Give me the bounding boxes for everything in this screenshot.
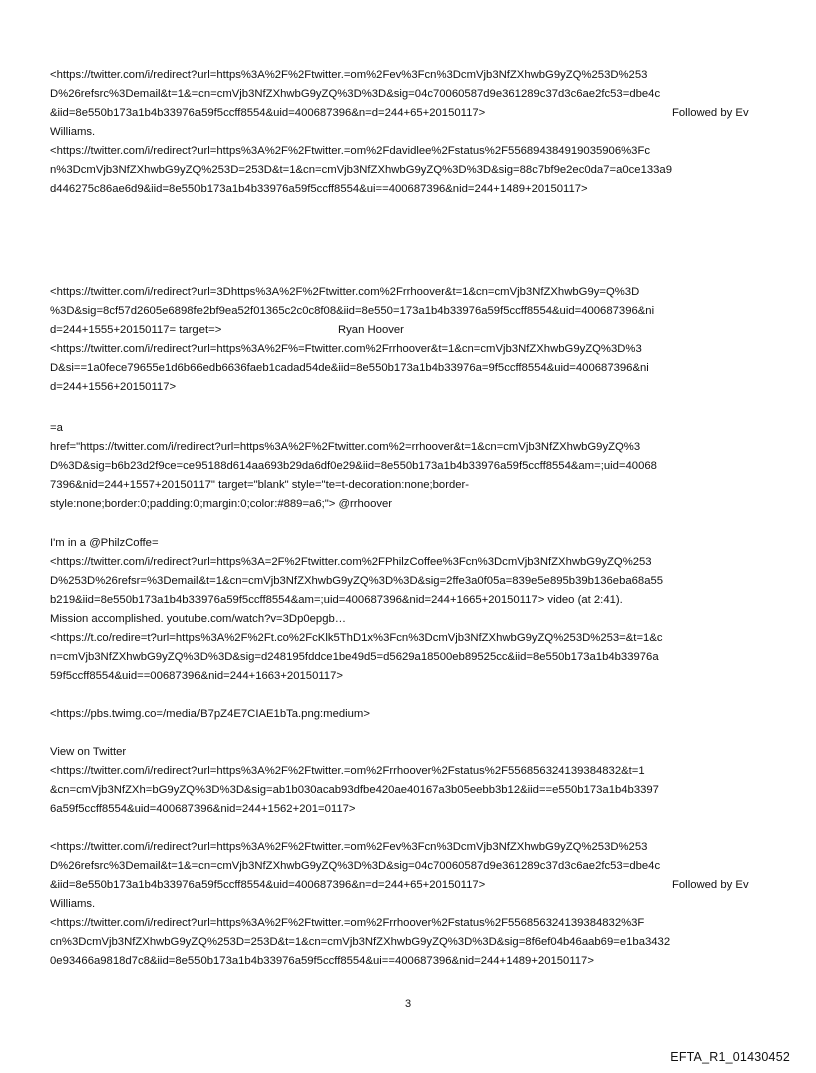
text-line: =a [50,422,63,434]
text-line: <https://twitter.com/i/redirect?url=https%3A%2F%=Ftwitter.com%2Frrhoover&t=1&cn=cmVjb3NfZXhwbG9yZQ%3D%3 [50,343,642,355]
text-line: Williams. [50,898,96,910]
text-line: 7396&nid=244+1557+20150117" target="blank" style="te=t-decoration:none;border- [50,479,470,491]
text-line: <https://twitter.com/i/redirect?url=https%3A=2F%2Ftwitter.com%2FPhilzCoffee%3Fcn%3DcmVjb3NfZXhwbG9yZQ%253 [50,556,652,568]
text-line: <https://twitter.com/i/redirect?url=3Dhttps%3A%2F%2Ftwitter.com%2Frrhoover&t=1&cn=cmVjb3NfZXhwbG9y=Q%3D [50,286,640,298]
redirect-block-ev-williams-1 [50,66,772,199]
text-line: Mission accomplished. youtube.com/watch?v=3Dp0epgb… [50,613,347,625]
text-line: D%26refsrc%3Demail&t=1&=cn=cmVjb3NfZXhwbG9yZQ%3D%3D&sig=04c70060587d9e361289c37d3c6ae2fc53=dbe4c [50,88,661,100]
text-line: %3D&sig=8cf57d2605e6898fe2bf9ea52f01365c2c0c8f08&iid=8e550=173a1b4b33976a59f5ccff8554&uid=400687396&ni [50,305,655,317]
text-line: D%253D%26refsr=%3Demail&t=1&cn=cmVjb3NfZXhwbG9yZQ%3D%3D&sig=2ffe3a0f05a=839e5e895b39b136eba68a55 [50,575,664,587]
document-id: EFTA_R1_01430452 [670,1050,790,1064]
text-line: &cn=cmVjb3NfZXh=bG9yZQ%3D%3D&sig=ab1b030acab93dfbe420ae40167a3b05eebb3b12&iid==e550b173a1b4b3397 [50,784,659,796]
text-line: 59f5ccff8554&uid==00687396&nid=244+1663+20150117> [50,670,343,682]
text-line: d=244+1556+20150117> [50,381,177,393]
text-line: <https://twitter.com/i/redirect?url=https%3A%2F%2Ftwitter.=om%2Fev%3Fcn%3DcmVjb3NfZXhwbG9yZQ%253D%253 [50,841,648,853]
tweet-text-block [50,534,772,686]
author-name: Ryan Hoover [338,324,404,336]
text-line: d=244+1555+20150117= target=> [50,324,222,336]
text-line: 0e93466a9818d7c8&iid=8e550b173a1b4b33976a59f5ccff8554&ui==400687396&nid=244+1489+20150117> [50,955,594,967]
text-line: <https://pbs.twimg.co=/media/B7pZ4E7CIAE1bTa.png:medium> [50,708,370,720]
text-line: <https://twitter.com/i/redirect?url=https%3A%2F%2Ftwitter.=om%2Frrhoover%2Fstatus%2F556856324139384832&t=1 [50,765,645,777]
text-line: Williams. [50,126,96,138]
followed-by-label: Followed by Ev [672,879,749,891]
redirect-block-ryan-hoover [50,283,772,397]
text-line: 6a59f5ccff8554&uid=400687396&nid=244+1562+201=0117> [50,803,356,815]
text-line: <https://twitter.com/i/redirect?url=https%3A%2F%2Ftwitter.=om%2Fev%3Fcn%3DcmVjb3NfZXhwbG9yZQ%253D%253 [50,69,648,81]
text-line: I'm in a @PhilzCoffe= [50,537,159,549]
text-line: n%3DcmVjb3NfZXhwbG9yZQ%253D=253D&t=1&cn=cmVjb3NfZXhwbG9yZQ%3D%3D&sig=88c7bf9e2ec0da7=a0ce133a9 [50,164,672,176]
page-number: 3 [404,998,412,1010]
text-line: b219&iid=8e550b173a1b4b33976a59f5ccff8554&am=;uid=400687396&nid=244+1665+20150117> video (at 2:41). [50,594,623,606]
text-line: style:none;border:0;padding:0;margin:0;color:#889=a6;"> @rrhoover [50,498,393,510]
text-line: cn%3DcmVjb3NfZXhwbG9yZQ%253D=253D&t=1&cn=cmVjb3NfZXhwbG9yZQ%3D%3D&sig=8f6ef04b46aab69=e1ba3432 [50,936,671,948]
text-line: &iid=8e550b173a1b4b33976a59f5ccff8554&uid=400687396&n=d=244+65+20150117> [50,879,486,891]
redirect-block-ev-williams-2 [50,838,772,971]
image-link-block [50,705,772,724]
followed-by-label: Followed by Ev [672,107,749,119]
text-line: &iid=8e550b173a1b4b33976a59f5ccff8554&uid=400687396&n=d=244+65+20150117> [50,107,486,119]
text-line: <https://twitter.com/i/redirect?url=https%3A%2F%2Ftwitter.=om%2Fdavidlee%2Fstatus%2F556894384919035906%3Fc [50,145,650,157]
text-line: d446275c86ae6d9&iid=8e550b173a1b4b33976a59f5ccff8554&ui==400687396&nid=244+1489+20150117> [50,183,588,195]
text-line: <https://t.co/redire=t?url=https%3A%2F%2Ft.co%2FcKlk5ThD1x%3Fcn%3DcmVjb3NfZXhwbG9yZQ%253D%253=&t=1&c [50,632,663,644]
text-line: D%26refsrc%3Demail&t=1&=cn=cmVjb3NfZXhwbG9yZQ%3D%3D&sig=04c70060587d9e361289c37d3c6ae2fc53=dbe4c [50,860,661,872]
text-line: n=cmVjb3NfZXhwbG9yZQ%3D%3D&sig=d248195fddce1be49d5=d5629a18500eb89525cc&iid=8e550b173a1b4b33976a [50,651,659,663]
view-on-twitter-block [50,743,772,819]
text-line: <https://twitter.com/i/redirect?url=https%3A%2F%2Ftwitter.=om%2Frrhoover%2Fstatus%2F556856324139384832%3F [50,917,645,929]
text-line: href="https://twitter.com/i/redirect?url=https%3A%2F%2Ftwitter.com%2=rrhoover&t=1&cn=cmVjb3NfZXhwbG9yZQ%3 [50,441,641,453]
text-line: View on Twitter [50,746,127,758]
anchor-markup-block [50,419,772,514]
text-line: D%3D&sig=b6b23d2f9ce=ce95188d614aa693b29da6df0e29&iid=8e550b173a1b4b33976a59f5ccff8554&am=;uid=40068 [50,460,657,472]
text-line: D&si==1a0fece79655e1d6b66edb6636faeb1cadad54de&iid=8e550b173a1b4b33976a=9f5ccff8554&uid=400687396&ni [50,362,649,374]
